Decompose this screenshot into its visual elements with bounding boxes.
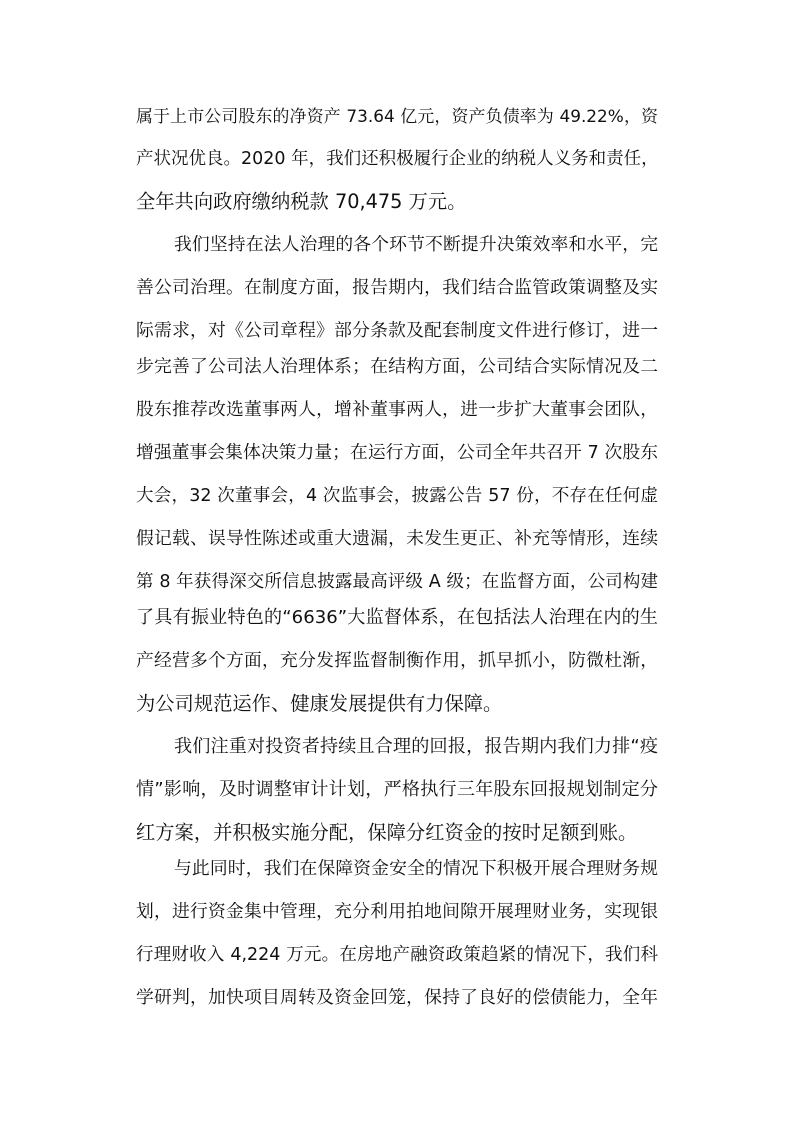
text-line: 为公司规范运作、健康发展提供有力保障。: [136, 692, 503, 715]
text-line: 产经营多个方面，充分发挥监督制衡作用，抓早抓小，防微杜渐，: [136, 650, 658, 671]
text-line: 增强董事会集体决策力量；在运行方面，公司全年共召开 7 次股东: [136, 442, 658, 463]
text-line: 我们坚持在法人治理的各个环节不断提升决策效率和水平，完: [174, 234, 658, 255]
text-line: 假记载、误导性陈述或重大遗漏，未发生更正、补充等情形，连续: [136, 528, 658, 549]
text-line: 股东推荐改选董事两人，增补董事两人，进一步扩大董事会团队，: [136, 399, 658, 420]
text-line: 善公司治理。在制度方面，报告期内，我们结合监管政策调整及实: [136, 277, 658, 298]
text-line: 第 8 年获得深交所信息披露最高评级 A 级；在监督方面，公司构建: [136, 572, 658, 592]
text-line: 我们注重对投资者持续且合理的回报，报告期内我们力排“疫: [174, 736, 658, 757]
text-line: 步完善了公司法人治理体系；在结构方面，公司结合实际情况及二: [136, 356, 658, 377]
text-line: 大会，32 次董事会，4 次监事会，披露公告 57 份，不存在任何虚: [136, 486, 658, 506]
text-line: 际需求，对《公司章程》部分条款及配套制度文件进行修订，进一: [136, 320, 658, 341]
text-line: 属于上市公司股东的净资产 73.64 亿元，资产负债率为 49.22%，资: [136, 106, 658, 126]
text-line: 产状况优良。2020 年，我们还积极履行企业的纳税人义务和责任，: [136, 149, 659, 169]
text-line: 全年共向政府缴纳税款 70,475 万元。: [136, 190, 467, 213]
text-line: 情”影响，及时调整审计计划，严格执行三年股东回报规划制定分: [136, 779, 658, 800]
text-line: 行理财收入 4,224 万元。在房地产融资政策趋紧的情况下，我们科: [136, 945, 658, 965]
text-line: 与此同时，我们在保障资金安全的情况下积极开展合理财务规: [174, 858, 658, 879]
text-line: 划，进行资金集中管理，充分利用拍地间隙开展理财业务，实现银: [136, 901, 658, 922]
text-line: 学研判，加快项目周转及资金回笼，保持了良好的偿债能力，全年: [136, 987, 658, 1008]
text-line: 了具有振业特色的“6636”大监督体系，在包括法人治理在内的生: [136, 607, 658, 628]
text-line: 红方案，并积极实施分配，保障分红资金的按时足额到账。: [136, 821, 638, 844]
